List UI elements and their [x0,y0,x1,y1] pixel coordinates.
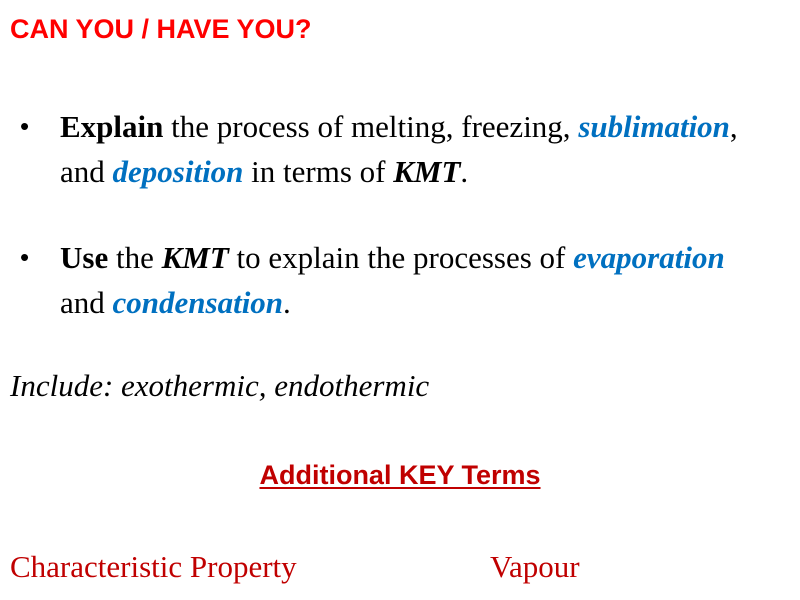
keyword-sublimation: sublimation [578,109,730,144]
bullet-text-segment: Explain [60,109,164,144]
slide-heading: CAN YOU / HAVE YOU? [10,14,312,44]
key-term-characteristic-property: Characteristic Property [10,549,297,584]
bullet-text-segment: to explain the processes of [228,240,574,275]
objective-item-use [0,235,740,325]
bullet-text-segment: and [60,285,113,320]
keyword-evaporation: evaporation [573,240,725,275]
objective-list [0,104,800,325]
bullet-text-segment: , and [60,109,738,189]
bullet-text-segment: the process of melting, freezing, [163,109,579,144]
objective-item-explain [0,104,740,194]
include-note: Include: exothermic, endothermic [10,368,430,403]
bullet-text-segment: in terms of [243,154,394,189]
keyword-deposition: deposition [112,154,244,189]
bullet-text-segment: Use [60,240,109,275]
bullet-text-segment: . [283,285,291,320]
keyword-condensation: condensation [112,285,284,320]
bullet-text-segment: . [460,154,469,189]
bullet-icon: • [20,111,30,141]
key-term-vapour: Vapour [490,549,580,584]
bullet-icon: • [20,242,30,272]
key-terms-title: Additional KEY Terms [259,460,541,490]
bullet-text-segment: the [108,240,162,275]
keyword-kmt: KMT [161,240,229,275]
keyword-kmt: KMT [393,154,461,189]
